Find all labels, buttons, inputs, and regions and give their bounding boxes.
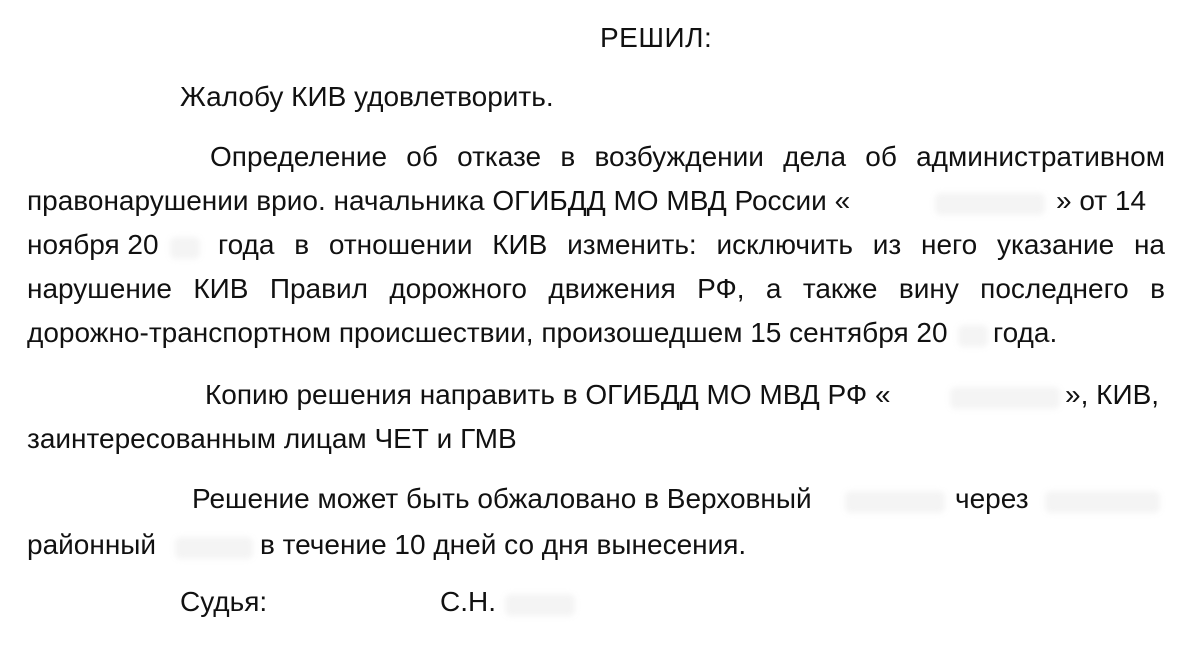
paragraph-4-line-2b: в течение 10 дней со дня вынесения. [260, 529, 747, 560]
decision-heading: РЕШИЛ: [600, 22, 713, 53]
signature-name: С.Н. [440, 586, 496, 617]
paragraph-2-line-5b: года. [993, 317, 1058, 348]
paragraph-complaint: Жалобу КИВ удовлетворить. [180, 81, 554, 112]
paragraph-2-line-2a: правонарушении врио. начальника ОГИБДД МО МВД России « [27, 185, 851, 216]
paragraph-2-line-3a: ноября 20 [27, 229, 159, 260]
paragraph-2-line-1: Определение об отказе в возбуждении дела об административном [210, 141, 1165, 172]
paragraph-4-line-1b: через [955, 483, 1029, 514]
redacted-region-8 [505, 594, 575, 616]
signature-label: Судья: [180, 586, 268, 617]
redacted-region-3 [958, 325, 988, 347]
redacted-region-6 [1045, 491, 1160, 513]
paragraph-2-line-2b: » от 14 [1056, 185, 1147, 216]
redacted-region-5 [845, 491, 945, 513]
paragraph-3-line-2: заинтересованным лицам ЧЕТ и ГМВ [27, 423, 517, 454]
paragraph-2-line-4: нарушение КИВ Правил дорожного движения РФ, а также вину последнего в [27, 273, 1165, 304]
redacted-region-7 [175, 537, 253, 559]
redacted-region-4 [950, 387, 1060, 409]
paragraph-3-line-1a: Копию решения направить в ОГИБДД МО МВД РФ « [205, 379, 891, 410]
redacted-region-2 [170, 237, 200, 259]
paragraph-4-line-1a: Решение может быть обжаловано в Верховный [192, 483, 812, 514]
paragraph-3-line-1b: », КИВ, [1065, 379, 1160, 410]
paragraph-4-line-2a: районный [27, 529, 157, 560]
paragraph-2-line-3b: года в отношении КИВ изменить: исключить из него указание на [218, 229, 1165, 260]
redacted-region-1 [935, 193, 1045, 215]
paragraph-2-line-5a: дорожно-транспортном происшествии, произошедшем 15 сентября 20 [27, 317, 948, 348]
